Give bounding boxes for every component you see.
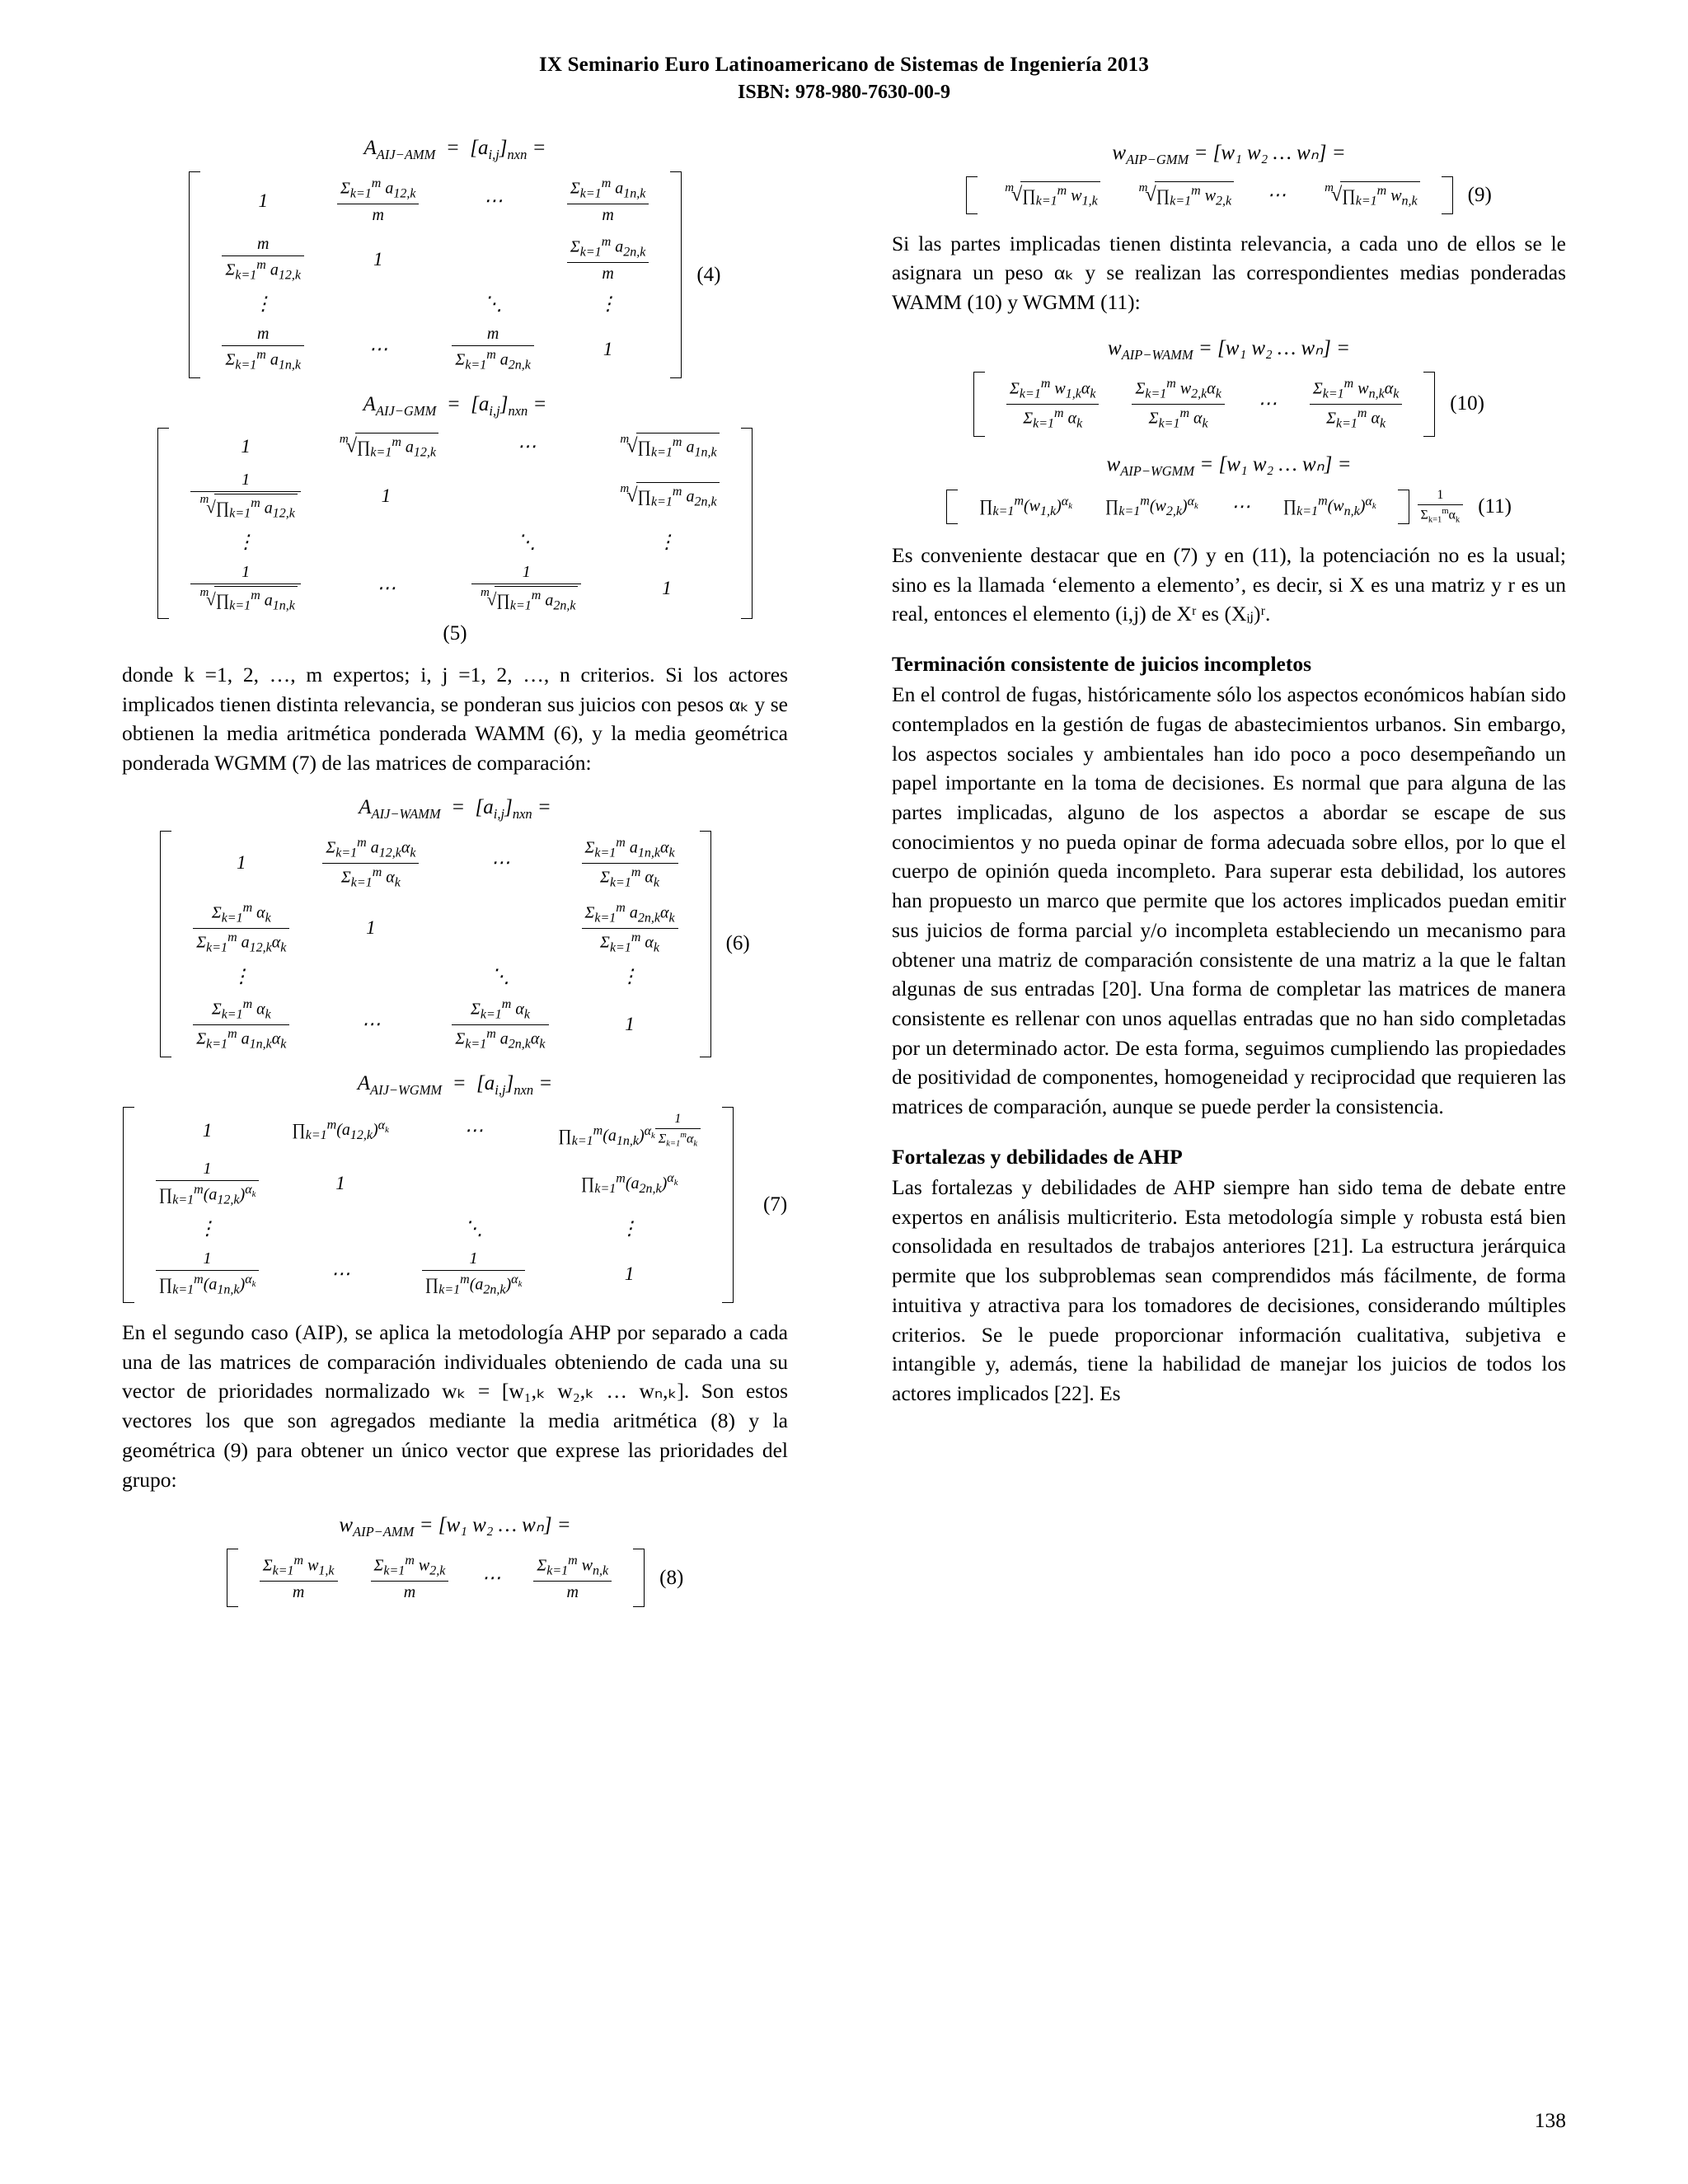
- matrix-cell: $\frac{\Sigma_{k=1}^m a_{12,k}}{m}$: [321, 171, 435, 230]
- equation-4-number: (4): [696, 263, 721, 286]
- matrix-cell: $\frac{1}{^m√\prod_{k=1}^m a_{12,k}}$: [174, 466, 316, 527]
- matrix-cell: 1: [335, 1173, 345, 1194]
- matrix-cell: 1: [258, 190, 268, 211]
- matrix-cell: 1: [624, 1263, 635, 1284]
- equation-8-matrix-row: [122, 1549, 788, 1607]
- equation-4-matrix-row: [122, 171, 788, 378]
- matrix-cell: ⋱: [483, 293, 503, 315]
- matrix-cell: $\frac{\Sigma_{k=1}^m a_{1n,k}\alpha_k}{\Sigma_{k=1}^m \alpha_k}$: [565, 831, 695, 896]
- matrix-cell: [435, 230, 550, 288]
- matrix-cell: ⋯: [1231, 495, 1250, 517]
- matrix-cell: 1: [366, 917, 376, 939]
- equation-6-number: (6): [725, 932, 750, 955]
- matrix-cell: 1: [625, 1014, 635, 1035]
- equation-6-matrix: [160, 831, 710, 1057]
- matrix-cell: ⋯: [464, 1119, 483, 1141]
- matrix-cell: $^m√\prod_{k=1}^m$ $w_{n,k}$: [1302, 176, 1436, 214]
- equation-7-lhs: $A_{AIJ-WGMM} = [a_{i,j}]_{nxn}$ =: [357, 1071, 553, 1098]
- matrix-cell: $\frac{\Sigma_{k=1}^m w_{2,k}}{m}$: [354, 1549, 466, 1607]
- right-paragraph-2: Es conveniente destacar que en (7) y en (11), la potenciación no es la usual; sino es la llamada ‘elemento a elemento’, es decir, si X es una matriz y r es un real, entonces el elemento (i,j) de Xʳ es (Xᵢⱼ)ʳ.: [892, 542, 1566, 626]
- equation-11-matrix-row: $\prod_{k=1}^m(w_{1,k})^{\alpha_k}$ $\prod_{k=1}^m(w_{2,k})^{\alpha_k}$ ⋯ $\prod_{k=1}^m(w_{n,k})^{\alpha_k}$ $\frac{1}{\Sigma_{k=1}^m\alpha_k}$ (11): [892, 488, 1566, 526]
- right-column: [844, 124, 1688, 1622]
- matrix-cell: ⋯: [368, 338, 388, 359]
- matrix-cell: ⋱: [517, 531, 537, 552]
- matrix-bracket-right: [1442, 176, 1453, 214]
- equation-10: [892, 335, 1566, 437]
- matrix-cell: ⋮: [620, 965, 640, 987]
- matrix-cell: [435, 896, 565, 961]
- matrix-cell: ⋮: [253, 293, 273, 315]
- matrix-bracket-right: [670, 171, 682, 378]
- matrix-cell: ⋯: [331, 1263, 350, 1284]
- matrix-bracket-left: [946, 490, 958, 525]
- matrix-bracket-right: [700, 831, 711, 1057]
- equation-9-number: (9): [1467, 183, 1492, 206]
- page-number: 138: [1534, 2108, 1566, 2132]
- equation-7: [122, 1072, 788, 1303]
- equation-5-matrix: [157, 428, 752, 619]
- matrix-bracket-right: [633, 1549, 645, 1607]
- matrix-cell: [321, 288, 435, 320]
- equation-6-lhs: $A_{AIJ-WAMM} = [a_{i,j}]_{nxn}$ =: [359, 795, 551, 822]
- matrix-cell: $\frac{m}{\Sigma_{k=1}^m a_{2n,k}}$: [435, 320, 550, 378]
- left-paragraph-1: donde k =1, 2, …, m expertos; i, j =1, 2, …, n criterios. Si los actores implicados tienen distinta relevancia, se ponderan sus juicios con pesos αₖ y se obtienen la media aritmética ponderada WAMM (6), y la media geométrica ponderada WGMM (7) de las matrices de comparación:: [122, 662, 788, 775]
- matrix-cell: $\prod_{k=1}^m(a_{1n,k})^{\alpha_k}$ $\frac{1}{\Sigma_{k=1}^m\alpha_k}$: [542, 1107, 717, 1155]
- matrix-cell: $\frac{\Sigma_{k=1}^m \alpha_k}{\Sigma_{k=1}^m a_{1n,k}\alpha_k}$: [176, 992, 306, 1057]
- matrix-cell: $\frac{\Sigma_{k=1}^m a_{1n,k}}{m}$: [551, 171, 665, 230]
- matrix-cell: $^m√\prod_{k=1}^m$ $a_{2n,k}$: [598, 466, 735, 527]
- matrix-cell: [406, 1155, 542, 1213]
- equation-11-number: (11): [1478, 494, 1512, 518]
- equation-9: [892, 140, 1566, 214]
- matrix-cell: ⋮: [232, 965, 251, 987]
- matrix-cell: ⋯: [483, 190, 503, 211]
- matrix-bracket-right: [741, 428, 753, 619]
- subheading-terminacion: Terminación consistente de juicios incompletos: [892, 651, 1312, 676]
- matrix-cell: ⋯: [376, 577, 396, 598]
- matrix-cell: ⋮: [657, 531, 677, 552]
- matrix-bracket-left: [123, 1107, 134, 1303]
- matrix-cell: $\frac{1}{\prod_{k=1}^m(a_{1n,k})^{\alpha_k}}$: [139, 1244, 275, 1303]
- equation-5: [122, 393, 788, 645]
- matrix-bracket-left: [973, 372, 985, 437]
- header-isbn: ISBN: 978-980-7630-00-9: [738, 81, 950, 103]
- equation-11-vector: [946, 490, 1409, 525]
- matrix-cell: 1: [603, 338, 613, 359]
- left-column: [0, 124, 844, 1622]
- equation-10-matrix-row: [892, 372, 1566, 437]
- matrix-bracket-left: [189, 171, 200, 378]
- matrix-bracket-left: [966, 176, 978, 214]
- equation-10-number: (10): [1450, 392, 1484, 415]
- equation-11: [892, 452, 1566, 526]
- matrix-bracket-right: [1398, 490, 1409, 525]
- matrix-cell: $\frac{1}{\prod_{k=1}^m(a_{2n,k})^{\alpha_k}}$: [406, 1244, 542, 1303]
- matrix-cell: $\frac{1}{\prod_{k=1}^m(a_{12,k})^{\alpha_k}}$: [139, 1155, 275, 1213]
- equation-5-matrix-row: [122, 428, 788, 619]
- matrix-cell: $\frac{\Sigma_{k=1}^m w_{1,k}\alpha_k}{\Sigma_{k=1}^m \alpha_k}$: [990, 372, 1115, 437]
- matrix-cell: ⋯: [517, 435, 537, 457]
- right-paragraph-1: Si las partes implicadas tienen distinta relevancia, a cada uno de ellos se le asignara un peso αₖ y se realizan las correspondientes medias ponderadas WAMM (10) y WGMM (11):: [892, 231, 1566, 315]
- matrix-cell: $^m√\prod_{k=1}^m$ $w_{2,k}$: [1117, 176, 1250, 214]
- matrix-bracket-right: [722, 1107, 734, 1303]
- matrix-cell: $^m√\prod_{k=1}^m$ $a_{1n,k}$: [598, 428, 735, 466]
- equation-10-lhs: $w_{AIP-WAMM} = [w_1$ w₂ … wₙ] =: [1108, 336, 1350, 363]
- matrix-cell: 1: [202, 1119, 213, 1141]
- matrix-cell: ⋮: [598, 293, 618, 315]
- right-paragraph-3: En el control de fugas, históricamente sólo los aspectos económicos habían sido contemplados en la gestión de fugas de abastecimientos urbanos. Sin embargo, los aspectos sociales y ambientales han ido poco a poco desempeñando un papel importante en la toma de decisiones. Es normal que para alguna de las partes implicadas, alguno de los aspectos a abordar se escape de sus conocimientos y no pueda opinar de forma adecuada sobre ellos, por lo que el cuerpo de opinión queda incompleto. Para superar esta debilidad, los autores han propuesto un marco que permite que los actores implicados puedan emitir sus juicios de forma parcial y/o incompleta estableciendo un mecanismo para obtener una matriz de comparación consistente de una matriz a la que le faltan algunas de sus entradas [20]. Una forma de completar las matrices de manera consistente es rellenar con unos aquellas entradas que no han sido completadas por un determinado actor. De esta forma, seguimos cumpliendo las propiedades de positividad de componentes, homogeneidad y reciprocidad que requieren las matrices de comparación, aunque se puede perder la consistencia.: [892, 682, 1566, 1118]
- equation-7-number: (7): [763, 1193, 788, 1216]
- matrix-cell: 1: [381, 485, 392, 506]
- equation-6-matrix-row: [122, 831, 788, 1057]
- matrix-cell: $\frac{\Sigma_{k=1}^m a_{2n,k}}{m}$: [551, 230, 665, 288]
- matrix-cell: $\frac{1}{^m√\prod_{k=1}^m a_{2n,k}}$: [455, 558, 598, 619]
- matrix-cell: [275, 1213, 405, 1244]
- left-paragraph-2: En el segundo caso (AIP), se aplica la metodología AHP por separado a cada una de las matrices de comparación individuales obteniendo de cada una su vector de prioridades normalizado wₖ = [w₁,ₖ w₂,ₖ … wₙ,ₖ]. Son estos vectores los que son agregados mediante la media aritmética (8) y la geométrica (9) para obtener un único vector que exprese las prioridades del grupo:: [122, 1320, 788, 1492]
- matrix-cell: $\prod_{k=1}^m(w_{2,k})^{\alpha_k}$: [1104, 494, 1198, 519]
- equation-4-lhs: $A_{AIJ-AMM} = [a_{i,j}]_{nxn}$ =: [363, 137, 546, 162]
- matrix-cell: $\prod_{k=1}^m(a_{2n,k})^{\alpha_k}$: [580, 1171, 678, 1196]
- equation-8-number: (8): [659, 1566, 684, 1589]
- matrix-cell: $\frac{\Sigma_{k=1}^m \alpha_k}{\Sigma_{k=1}^m a_{2n,k}\alpha_k}$: [435, 992, 565, 1057]
- matrix-cell: $\frac{m}{\Sigma_{k=1}^m a_{12,k}}$: [205, 230, 320, 288]
- matrix-cell: 1: [237, 852, 246, 874]
- matrix-cell: ⋮: [236, 531, 256, 552]
- subheading-fortalezas: Fortalezas y debilidades de AHP: [892, 1144, 1183, 1169]
- matrix-cell: $\prod_{k=1}^m(w_{1,k})^{\alpha_k}$: [979, 494, 1072, 519]
- equation-9-matrix-row: [892, 176, 1566, 214]
- matrix-cell: $\frac{\Sigma_{k=1}^m \alpha_k}{\Sigma_{k=1}^m a_{12,k}\alpha_k}$: [176, 896, 306, 961]
- two-column-body: [0, 124, 1688, 1622]
- equation-5-lhs: $A_{AIJ-GMM} = [a_{i,j}]_{nxn}$ =: [363, 393, 547, 419]
- matrix-cell: $^m√\prod_{k=1}^m$ $w_{1,k}$: [982, 176, 1116, 214]
- matrix-cell: 1: [662, 577, 672, 598]
- matrix-bracket-left: [157, 428, 169, 619]
- matrix-cell: [455, 466, 598, 527]
- matrix-cell: $\frac{\Sigma_{k=1}^m w_{2,k}\alpha_k}{\Sigma_{k=1}^m \alpha_k}$: [1115, 372, 1240, 437]
- matrix-cell: ⋯: [1257, 393, 1277, 415]
- equation-8: [122, 1512, 788, 1607]
- equation-9-vector: [966, 176, 1452, 214]
- matrix-cell: ⋯: [490, 852, 510, 874]
- matrix-cell: $\prod_{k=1}^m(w_{n,k})^{\alpha_k}$: [1282, 494, 1376, 519]
- matrix-cell: $\frac{\Sigma_{k=1}^m a_{12,k}\alpha_k}{\Sigma_{k=1}^m \alpha_k}$: [306, 831, 435, 896]
- matrix-bracket-right: [1423, 372, 1435, 437]
- equation-6: [122, 796, 788, 1057]
- matrix-cell: $\frac{\Sigma_{k=1}^m w_{1,k}}{m}$: [243, 1549, 354, 1607]
- equation-4: [122, 137, 788, 378]
- matrix-cell: ⋮: [198, 1218, 218, 1240]
- page-header: [0, 51, 1688, 105]
- equation-11-lhs: $w_{AIP-WGMM} = [w_1$ w₂ … wₙ] =: [1106, 452, 1352, 479]
- matrix-cell: $\frac{1}{^m√\prod_{k=1}^m a_{1n,k}}$: [174, 558, 316, 619]
- matrix-cell: $\frac{\Sigma_{k=1}^m a_{2n,k}\alpha_k}{\Sigma_{k=1}^m \alpha_k}$: [565, 896, 695, 961]
- matrix-cell: $^m√\prod_{k=1}^m$ $a_{12,k}$: [317, 428, 455, 466]
- header-conference-title: IX Seminario Euro Latinoamericano de Sistemas de Ingeniería 2013: [538, 54, 1150, 76]
- equation-8-vector: [227, 1549, 645, 1607]
- matrix-cell: $\frac{\Sigma_{k=1}^m w_{n,k}\alpha_k}{\Sigma_{k=1}^m \alpha_k}$: [1293, 372, 1418, 437]
- matrix-bracket-left: [227, 1549, 238, 1607]
- right-paragraph-4: Las fortalezas y debilidades de AHP siempre han sido tema de debate entre expertos en análisis multicriterio. Esta metodología simple y robusta está bien consolidada en resultados de trabajos anteriores [21]. La estructura jerárquica permite que los subproblemas sean comprendidos más fácilmente, de forma intuitiva y atractiva para los tomadores de decisiones, considerando múltiples criterios. Se le puede proporcionar información cualitativa, subjetiva e intangible y, además, tiene la habilidad de manejar los juicios de todos los actores implicados [22]. Es: [892, 1175, 1566, 1405]
- matrix-cell: [306, 961, 435, 992]
- matrix-cell: ⋱: [490, 965, 510, 987]
- matrix-cell: ⋯: [481, 1567, 501, 1588]
- equation-9-lhs: $w_{AIP-GMM} = [w_1$ w₂ … wₙ] =: [1112, 142, 1346, 167]
- equation-5-number: (5): [443, 621, 467, 644]
- equation-10-vector: [973, 372, 1435, 437]
- matrix-cell: ⋯: [1267, 184, 1287, 205]
- matrix-cell: ⋮: [620, 1218, 640, 1240]
- matrix-bracket-left: [160, 831, 171, 1057]
- equation-7-matrix: [123, 1107, 734, 1303]
- matrix-cell: $\prod_{k=1}^m(a_{12,k})^{\alpha_k}$: [292, 1118, 389, 1143]
- matrix-cell: 1: [241, 435, 251, 457]
- matrix-cell: $\frac{m}{\Sigma_{k=1}^m a_{1n,k}}$: [205, 320, 320, 378]
- matrix-cell: [317, 527, 455, 558]
- matrix-cell: $\frac{\Sigma_{k=1}^m w_{n,k}}{m}$: [517, 1549, 628, 1607]
- matrix-cell: ⋯: [361, 1014, 381, 1035]
- equation-7-matrix-row: [122, 1107, 788, 1303]
- matrix-cell: ⋱: [464, 1218, 483, 1240]
- equation-8-lhs: $w_{AIP-AMM} = [w_1$ w₂ … wₙ] =: [339, 1514, 571, 1540]
- matrix-cell: 1: [373, 248, 383, 269]
- equation-4-matrix: [189, 171, 682, 378]
